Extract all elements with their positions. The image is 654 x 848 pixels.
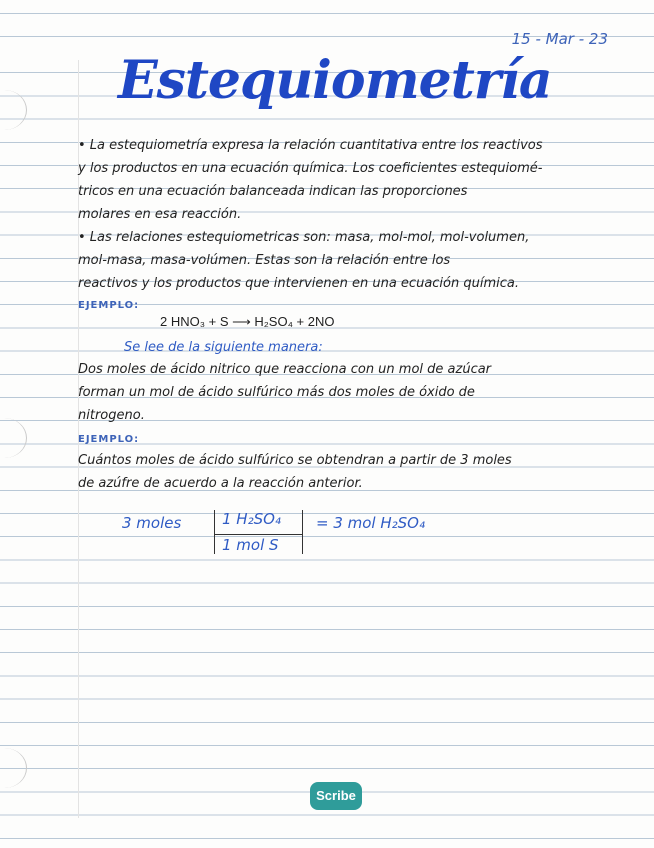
paragraph-line: mol-masa, masa-volúmen. Estas son la relación entre los: [78, 253, 451, 268]
note-date: 15 - Mar - 23: [511, 30, 608, 48]
example-label: EJEMPLO:: [78, 434, 140, 445]
paragraph-line: molares en esa reacción.: [78, 207, 242, 222]
reads-as-heading: Se lee de la siguiente manera:: [124, 340, 323, 355]
binder-hole-middle: [0, 418, 27, 458]
fraction-bar: [214, 534, 302, 535]
example-label: EJEMPLO:: [78, 300, 140, 311]
example-text: Dos moles de ácido nitrico que reacciona con un mol de azúcar: [78, 362, 492, 377]
calc-denominator: 1 mol S: [222, 536, 279, 554]
paragraph-line: tricos en una ecuación balanceada indican las proporciones: [78, 184, 468, 199]
page-title: Estequiometría: [118, 50, 552, 111]
calc-result: = 3 mol H₂SO₄: [316, 514, 426, 532]
fraction-divider-left: [214, 510, 215, 554]
binder-hole-top: [0, 90, 27, 130]
calc-given: 3 moles: [122, 514, 182, 532]
example-text: nitrogeno.: [78, 408, 145, 423]
fraction-divider-right: [302, 510, 303, 554]
question-text: Cuántos moles de ácido sulfúrico se obtendran a partir de 3 moles: [78, 453, 512, 468]
binder-hole-bottom: [0, 748, 27, 788]
paragraph-line: • Las relaciones estequiometricas son: masa, mol-mol, mol-volumen,: [78, 230, 530, 245]
chemical-equation: 2 HNO₃ + S ⟶ H₂SO₄ + 2NO: [160, 314, 335, 329]
paragraph-line: y los productos en una ecuación química. Los coeficientes estequiomé-: [78, 161, 543, 176]
scribe-watermark: Scribe: [310, 782, 362, 810]
question-text: de azúfre de acuerdo a la reacción anterior.: [78, 476, 363, 491]
paragraph-line: • La estequiometría expresa la relación cuantitativa entre los reactivos: [78, 138, 543, 153]
calc-numerator: 1 H₂SO₄: [222, 510, 281, 528]
example-text: forman un mol de ácido sulfúrico más dos moles de óxido de: [78, 385, 475, 400]
paragraph-line: reactivos y los productos que intervienen en una ecuación química.: [78, 276, 519, 291]
